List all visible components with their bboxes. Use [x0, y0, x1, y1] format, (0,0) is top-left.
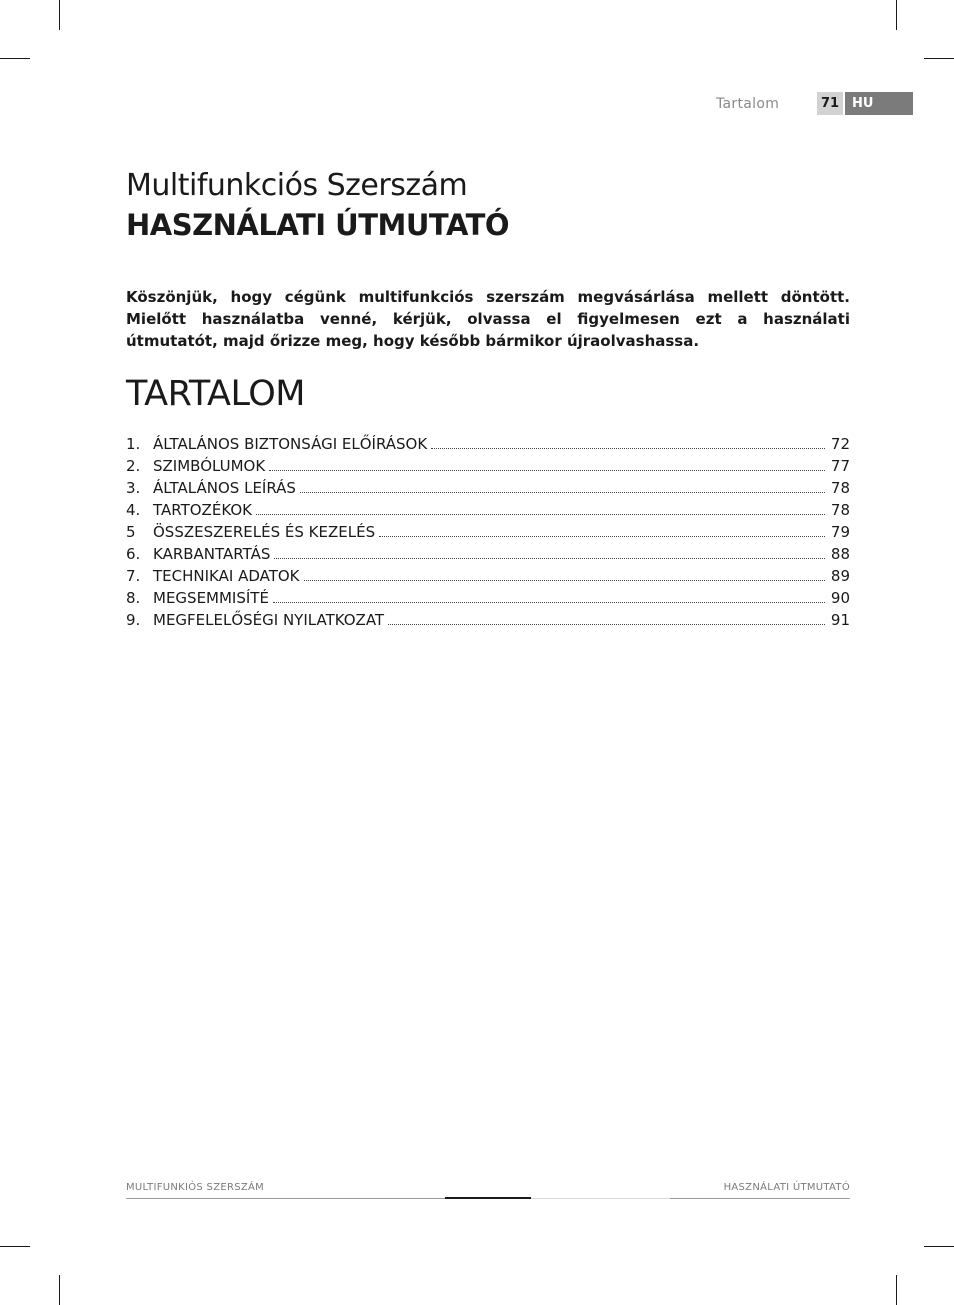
- toc-entry[interactable]: [126, 545, 850, 567]
- footer-divider-accent: [445, 1197, 531, 1199]
- intro-paragraph: Köszönjük, hogy cégünk multifunkciós szerszám megvásárlása mellett döntött. Mielőtt használatba venné, kérjük, olvassa el figyelmesen ezt a használati útmutatót, majd őrizze meg, hogy később bármikor újraolvashassa.: [126, 288, 850, 350]
- toc-heading: TARTALOM: [126, 374, 305, 414]
- language-badge: HU: [845, 92, 913, 115]
- toc-entry[interactable]: [126, 435, 850, 457]
- crop-mark: [59, 1275, 60, 1305]
- page-number: 71: [817, 92, 843, 115]
- document-subtitle: HASZNÁLATI ÚTMUTATÓ: [126, 208, 510, 242]
- footer-product-name: MULTIFUNKIÓS SZERSZÁM: [126, 1182, 265, 1193]
- crop-mark: [896, 0, 897, 30]
- toc-entry-page: 90: [830, 589, 850, 607]
- toc-entry-number: 3.: [126, 479, 141, 497]
- toc-entry-page: 78: [830, 479, 850, 497]
- crop-mark: [0, 1246, 30, 1247]
- toc-entry-page: 89: [830, 567, 850, 585]
- toc-entry-page: 78: [830, 501, 850, 519]
- toc-entry-page: 91: [830, 611, 850, 629]
- toc-entry[interactable]: [126, 457, 850, 479]
- dot-leader: [431, 447, 825, 449]
- toc-entry-title: MEGFELELŐSÉGI NYILATKOZAT: [153, 611, 385, 629]
- toc-entry-number: 1.: [126, 435, 141, 453]
- toc-entry-title: ÁLTALÁNOS BIZTONSÁGI ELŐÍRÁSOK: [153, 435, 428, 453]
- toc-entry-number: 2.: [126, 457, 141, 475]
- toc-entry-page: 88: [830, 545, 850, 563]
- toc-entry-number: 7.: [126, 567, 141, 585]
- toc-entry-title: KARBANTARTÁS: [153, 545, 271, 563]
- crop-mark: [0, 58, 30, 59]
- dot-leader: [304, 579, 825, 581]
- toc-entry-title: TECHNIKAI ADATOK: [153, 567, 300, 585]
- toc-entry-page: 79: [830, 523, 850, 541]
- toc-entry-title: MEGSEMMISÍTÉ: [153, 589, 269, 607]
- dot-leader: [269, 469, 825, 471]
- toc-entry[interactable]: [126, 479, 850, 501]
- toc-entry-number: 6.: [126, 545, 141, 563]
- toc-entry-title: TARTOZÉKOK: [153, 501, 252, 519]
- document-title: Multifunkciós Szerszám: [126, 168, 468, 203]
- toc-entry-number: 8.: [126, 589, 141, 607]
- footer-divider-light: [531, 1198, 670, 1199]
- crop-mark: [59, 0, 60, 30]
- toc-entry[interactable]: [126, 589, 850, 611]
- dot-leader: [379, 535, 825, 537]
- header-section-label: Tartalom: [716, 96, 780, 112]
- toc-entry-title: ÖSSZESZERELÉS ÉS KEZELÉS: [153, 523, 376, 541]
- toc-entry[interactable]: [126, 501, 850, 523]
- toc-entry-number: 4.: [126, 501, 141, 519]
- crop-mark: [924, 1246, 954, 1247]
- toc-entry-page: 77: [830, 457, 850, 475]
- crop-mark: [924, 58, 954, 59]
- toc-entry[interactable]: [126, 567, 850, 589]
- toc-entry-page: 72: [830, 435, 850, 453]
- dot-leader: [388, 623, 825, 625]
- toc-entry-number: 9.: [126, 611, 141, 629]
- toc-entry-number: 5: [126, 523, 136, 541]
- toc-entry[interactable]: [126, 523, 850, 545]
- toc-entry[interactable]: [126, 611, 850, 633]
- footer-document-name: HASZNÁLATI ÚTMUTATÓ: [723, 1182, 850, 1193]
- dot-leader: [300, 491, 825, 493]
- table-of-contents: [126, 435, 850, 633]
- toc-entry-title: SZIMBÓLUMOK: [153, 457, 266, 475]
- toc-entry-title: ÁLTALÁNOS LEÍRÁS: [153, 479, 296, 497]
- dot-leader: [256, 513, 825, 515]
- crop-mark: [896, 1275, 897, 1305]
- dot-leader: [273, 601, 825, 603]
- dot-leader: [274, 557, 825, 559]
